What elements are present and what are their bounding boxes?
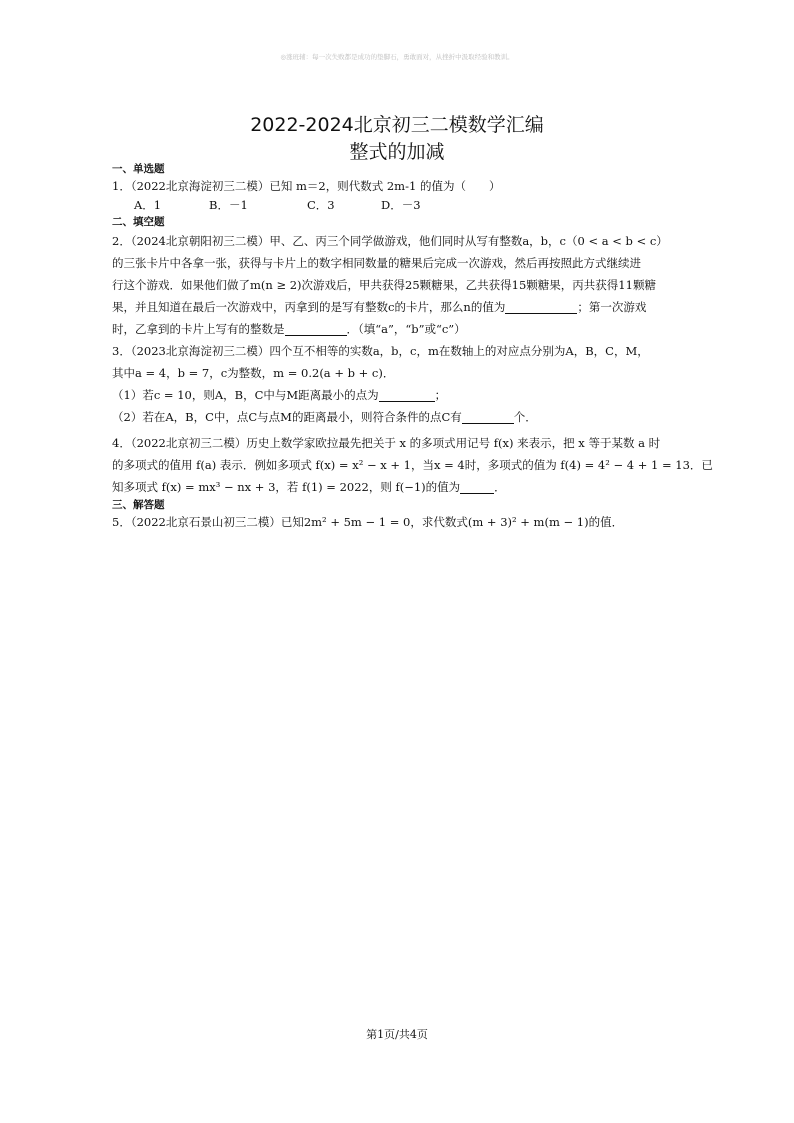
q2-line-3: 行这个游戏．如果他们做了m(n ≥ 2)次游戏后，甲共获得25颗糖果，乙共获得15颗糖果，丙共获得11颗糖: [112, 278, 656, 292]
q4-line-3-tail: ．: [494, 480, 506, 494]
q2-line-2: 的三张卡片中各拿一张，获得与卡片上的数字相同数量的糖果后完成一次游戏，然后再按照此方式继续进: [112, 256, 641, 270]
q2-line-4-text: 果，并且知道在最后一次游戏中，丙拿到的是写有整数c的卡片，那么n的值为: [112, 300, 506, 314]
document-subtitle: 整式的加减: [349, 141, 445, 163]
q2-answer-blank-2[interactable]: [285, 321, 347, 336]
section-heading-single-choice: 一、单选题: [112, 163, 165, 175]
watermark: ◎涨班辅：每一次失败都是成功的垫脚石，勇敢面对，从挫折中汲取经验和教训。: [280, 53, 514, 61]
q3-part-1-text: （1）若c = 10，则A，B，C中与M距离最小的点为: [112, 388, 379, 402]
q2-line-4-tail: ；第一次游戏: [577, 300, 647, 314]
q4-line-3-text: 知多项式 f(x) = mx³ − nx + 3，若 f(1) = 2022，则 f(−1)的值为: [112, 480, 461, 494]
q2-line-4: [112, 296, 690, 318]
q2-answer-blank-1[interactable]: [505, 299, 577, 314]
q1-option-a: A．1: [134, 198, 162, 212]
q5-stem: 5．（2022北京石景山初三二模）已知2m² + 5m − 1 = 0，求代数式(m + 3)² + m(m − 1)的值．: [112, 515, 624, 529]
q1-option-d: D．－3: [381, 198, 421, 212]
q2-line-5: [112, 318, 690, 340]
q1-option-c: C．3: [307, 198, 335, 212]
section-heading-answer: 三、解答题: [112, 499, 165, 511]
q1-options: [112, 195, 690, 215]
q1-option-b: B．－1: [209, 198, 248, 212]
document-body: [112, 162, 713, 531]
q3-part-1: [112, 384, 690, 406]
q4-line-1: 4．（2022北京初三二模）历史上数学家欧拉最先把关于 x 的多项式用记号 f(x) 来表示，把 x 等于某数 a 时: [112, 436, 661, 450]
q3-part-2-text: （2）若在A，B，C中，点C与点M的距离最小，则符合条件的点C有: [112, 410, 462, 424]
document-title: 2022-2024北京初三二模数学汇编: [250, 114, 544, 136]
q3-part-2: [112, 406, 690, 428]
q2-line-1: 2．（2024北京朝阳初三二模）甲、乙、丙三个同学做游戏，他们同时从写有整数a，b，c（0 < a < b < c）: [112, 234, 668, 248]
q4-line-3: [112, 476, 690, 498]
page-footer: 第1页/共4页: [366, 1028, 428, 1041]
q1-stem: 1．（2022北京海淀初三二模）已知 m＝2，则代数式 2m-1 的值为（ ）: [112, 179, 501, 193]
q3-line-2: 其中a = 4，b = 7，c为整数，m = 0.2(a + b + c)．: [112, 366, 395, 380]
q2-line-5-text: 时，乙拿到的卡片上写有的整数是: [112, 322, 285, 336]
q3-part-2-tail: 个．: [513, 410, 537, 424]
q3-answer-blank-1[interactable]: [379, 387, 435, 402]
q4-line-2: 的多项式的值用 f(a) 表示．例如多项式 f(x) = x² − x + 1，当x = 4时，多项式的值为 f(4) = 4² − 4 + 1 = 13．已: [112, 458, 713, 472]
q3-line-1: 3．（2023北京海淀初三二模）四个互不相等的实数a，b，c，m在数轴上的对应点分别为A，B，C，M，: [112, 344, 649, 358]
q3-part-1-tail: ；: [434, 388, 447, 402]
q4-answer-blank[interactable]: [460, 479, 494, 494]
q3-answer-blank-2[interactable]: [462, 409, 514, 424]
section-heading-fill-blank: 二、填空题: [112, 216, 165, 228]
q2-line-5-tail: ．（填“a”，“b”或“c”）: [346, 322, 466, 336]
